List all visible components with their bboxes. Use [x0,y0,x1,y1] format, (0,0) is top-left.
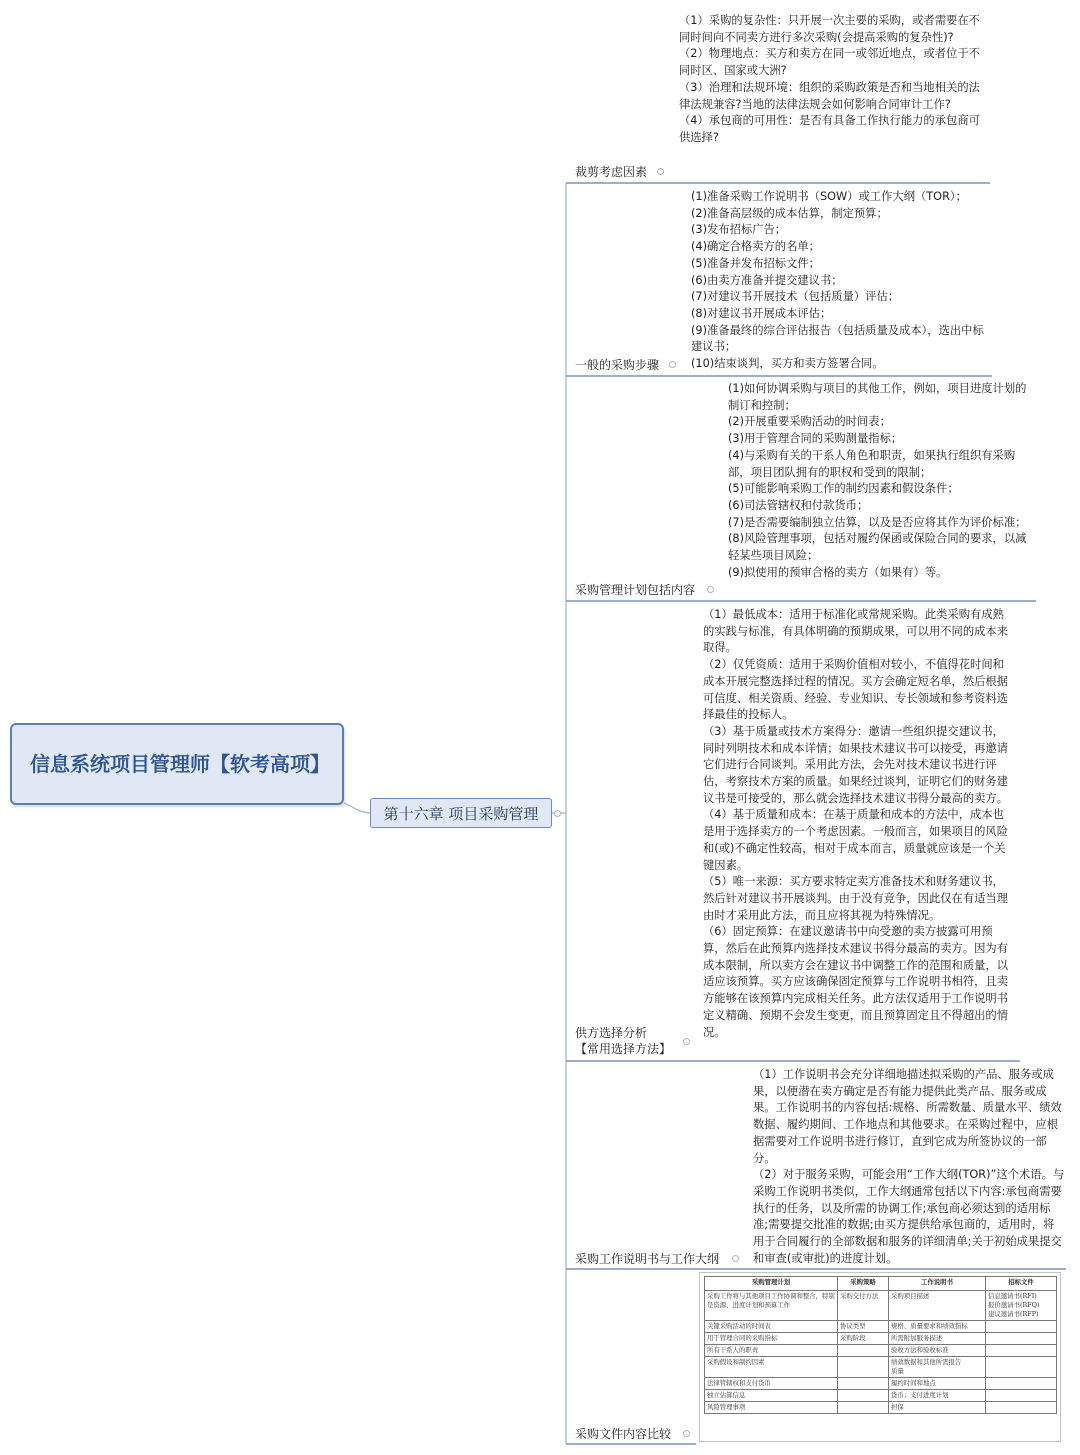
table-cell: 采购假设和制约因素 [705,1357,838,1378]
branch-label-steps[interactable]: 一般的采购步骤 [575,358,660,372]
table-cell: 采购交付方法 [838,1291,889,1321]
branch-label-line: 供方选择分析 [575,1026,648,1040]
branch-label-compare[interactable]: 采购文件内容比较 [575,1427,672,1441]
table-cell [838,1402,889,1414]
table-header-cell: 招标文件 [986,1277,1057,1291]
comparison-table [704,1276,1057,1414]
note-line: （4）承包商的可用性：是否有具备工作执行能力的承包商可供选择? [679,114,980,144]
table-cell: 采购阶段 [838,1333,889,1345]
table-cell: 验收方法和验收标准 [889,1345,986,1357]
table-cell: 担保 [889,1402,986,1414]
table-header-row [705,1277,1057,1291]
table-cell: 协议类型 [838,1321,889,1333]
table-row [705,1333,1057,1345]
note-line: (7)对建议书开展技术（包括质量）评估； [691,290,900,304]
note-line: (10)结束谈判，买方和卖方签署合同。 [691,357,884,371]
note-line: (3)发布招标广告； [691,223,787,237]
table-cell [838,1390,889,1402]
table-cell: 采购工作将与其他项目工作协调和整合，特别是资源、进度计划和预算工作 [705,1291,838,1321]
note-line: （5）唯一来源：买方要求特定卖方准备技术和财务建议书，然后针对建议书开展谈判。由于没有竞争，因此仅在有适当理由时才采用此方法，而且应将其视为特殊情况。 [703,875,1009,922]
table-cell [986,1333,1057,1345]
table-cell: 规格、质量要求和绩效指标 [889,1321,986,1333]
table-cell: 货币；支付进度计划 [889,1390,986,1402]
table-cell: 履约时间和地点 [889,1378,986,1390]
branch-label-tailoring[interactable]: 裁剪考虑因素 [575,165,648,179]
note-line: （1）采购的复杂性：只开展一次主要的采购，或者需要在不同时间向不同卖方进行多次采购(会提高采购的复杂性)? [679,14,980,44]
table-cell: 采购项目描述 [889,1291,986,1321]
collapse-toggle-icon[interactable] [669,361,676,368]
table-row [705,1321,1057,1333]
table-cell: 所有干系人的职责 [705,1345,838,1357]
note-line: (3)用于管理合同的采购测量指标； [728,432,903,446]
branch-label-line: 【常用选择方法】 [575,1042,672,1056]
table-row [705,1291,1057,1321]
note-plan [728,381,1030,581]
table-row [705,1345,1057,1357]
table-cell [838,1378,889,1390]
table-cell: 信息邀请书(RFI) 报价邀请书(RFQ) 建议邀请书(RFP) [986,1291,1057,1321]
table-cell: 关键采购活动的时间表 [705,1321,838,1333]
note-line: (8)风险管理事项，包括对履约保函或保险合同的要求，以减轻某些项目风险； [728,532,1027,563]
note-line: (7)是否需要编制独立估算，以及是否应将其作为评价标准； [728,515,1027,529]
note-line: （2）仅凭资质：适用于采购价值相对较小，不值得花时间和成本开展完整选择过程的情况。买方会确定短名单，然后根据可信度、相关资质、经验、专业知识、专长领域和参考资料选择最佳的投标人。 [703,658,1009,722]
note-line: (6)由卖方准备并提交建议书； [691,273,843,287]
table-cell: 独立估算信息 [705,1390,838,1402]
table-cell: 风险管理事项 [705,1402,838,1414]
note-line: （2）对于服务采购，可能会用“工作大纲(TOR)”这个术语。与采购工作说明书类似，工作大纲通常包括以下内容:承包商需要执行的任务，以及所需的协调工作;承包商必须达到的适用标准;需要提交批准的数据;由买方提供给承包商的，适用时，将用于合同履行的全部数据和服务的详细清单;关于初始成果提交和审查(或审批)的进度计划。 [753,1168,1065,1265]
note-line: (5)准备并发布招标文件； [691,256,820,270]
note-line: (9)拟使用的预审合格的卖方（如果有）等。 [728,565,948,579]
root-connector [344,803,370,813]
note-tailoring [679,13,989,147]
note-selection [703,607,1015,1041]
collapse-toggle-icon[interactable] [707,586,714,593]
note-line: (1)如何协调采购与项目的其他工作，例如，项目进度计划的制订和控制； [728,382,1027,412]
table-row [705,1378,1057,1390]
table-cell [986,1345,1057,1357]
table-row [705,1390,1057,1402]
note-line: （1）最低成本：适用于标准化或常规采购。此类采购有成熟的实践与标准，有具体明确的预期成果，可以用不同的成本来取得。 [703,608,1009,655]
collapse-toggle-icon[interactable] [683,1430,690,1437]
table-cell [838,1345,889,1357]
table-cell [838,1357,889,1378]
root-title: 信息系统项目管理师【软考高项】 [30,752,330,776]
branch-label-sow[interactable]: 采购工作说明书与工作大纲 [575,1252,720,1266]
note-steps [691,189,991,373]
note-line: (9)准备最终的综合评估报告（包括质量及成本），选出中标建议书； [691,323,984,354]
note-line: (4)与采购有关的干系人角色和职责，如果执行组织有采购部，项目团队拥有的职权和受到的限制； [728,448,1016,479]
root-topic[interactable] [10,723,344,805]
note-line: (5)可能影响采购工作的制约因素和假设条件； [728,482,959,496]
note-line: （2）物理地点：买方和卖方在同一或邻近地点，或者位于不同时区、国家或大洲? [679,47,980,78]
note-line: (2)开展重要采购活动的时间表； [728,415,891,429]
note-line: (6)司法管辖权和付款货币； [728,498,869,512]
table-cell [986,1402,1057,1414]
table-cell [986,1321,1057,1333]
table-cell [986,1390,1057,1402]
note-line: (4)确定合格卖方的名单； [691,240,820,254]
table-cell [986,1357,1057,1378]
branch-label-selection[interactable] [575,1025,671,1057]
chapter-topic[interactable] [370,798,552,828]
table-header-cell: 工作说明书 [889,1277,986,1291]
table-header-cell: 采购策略 [838,1277,889,1291]
table-cell: 所需附加服务描述 [889,1333,986,1345]
note-line: （4）基于质量和成本：在基于质量和成本的方法中，成本也是用于选择卖方的一个考虑因素。一般而言，如果项目的风险和(或)不确定性较高，相对于成本而言，质量就应该是一个关键因素。 [703,808,1009,872]
note-line: (8)对建议书开展成本评估； [691,306,832,320]
note-line: (1)准备采购工作说明书（SOW）或工作大纲（TOR）； [691,190,967,203]
note-line: (2)准备高层级的成本估算，制定预算； [691,206,888,220]
table-cell [986,1378,1057,1390]
table-header-cell: 采购管理计划 [705,1277,838,1291]
table-cell: 用于管理合同的采购指标 [705,1333,838,1345]
table-body [705,1291,1057,1414]
note-line: （6）固定预算：在建议邀请书中向受邀的卖方披露可用预算，然后在此预算内选择技术建议书得分最高的卖方。因为有成本限制，所以卖方会在建议书中调整工作的范围和质量，以适应该预算。买方应该确保固定预算与工作说明书相符，且卖方能够在该预算内完成相关任务。此方法仅适用于工作说明书定义精确、预期不会发生变更，而且预算固定且不得超出的情况。 [703,925,1009,1039]
collapse-toggle-icon[interactable] [657,168,664,175]
note-line: （3）治理和法规环境：组织的采购政策是否和当地相关的法律法规兼容?当地的法律法规会如何影响合同审计工作? [679,80,980,111]
collapse-toggle-icon[interactable] [554,810,561,817]
table-cell: 绩效数据和其他所需报告 质量 [889,1357,986,1378]
note-line: （1）工作说明书会充分详细地描述拟采购的产品、服务或成果，以便潜在卖方确定是否有能力提供此类产品、服务或成果。工作说明书的内容包括:规格、所需数量、质量水平、绩效数据、履约期间、工作地点和其他要求。在采购过程中，应根据需要对工作说明书进行修订，直到它成为所签协议的一部分。 [753,1068,1062,1165]
collapse-toggle-icon[interactable] [732,1255,739,1262]
table-row [705,1357,1057,1378]
note-sow [753,1067,1065,1267]
note-line: （3）基于质量或技术方案得分：邀请一些组织提交建议书，同时列明技术和成本详情；如果技术建议书可以接受，再邀请它们进行合同谈判。采用此方法，会先对技术建议书进行评估，考察技术方案的质量。如果经过谈判，证明它们的财务建议书是可接受的，那么就会选择技术建议书得分最高的卖方。 [703,724,1009,805]
branch-label-plan[interactable]: 采购管理计划包括内容 [575,583,696,597]
table-cell: 法律管辖权和支付货币 [705,1378,838,1390]
collapse-toggle-icon[interactable] [683,1038,690,1045]
table-row [705,1402,1057,1414]
chapter-title: 第十六章 项目采购管理 [383,804,539,823]
